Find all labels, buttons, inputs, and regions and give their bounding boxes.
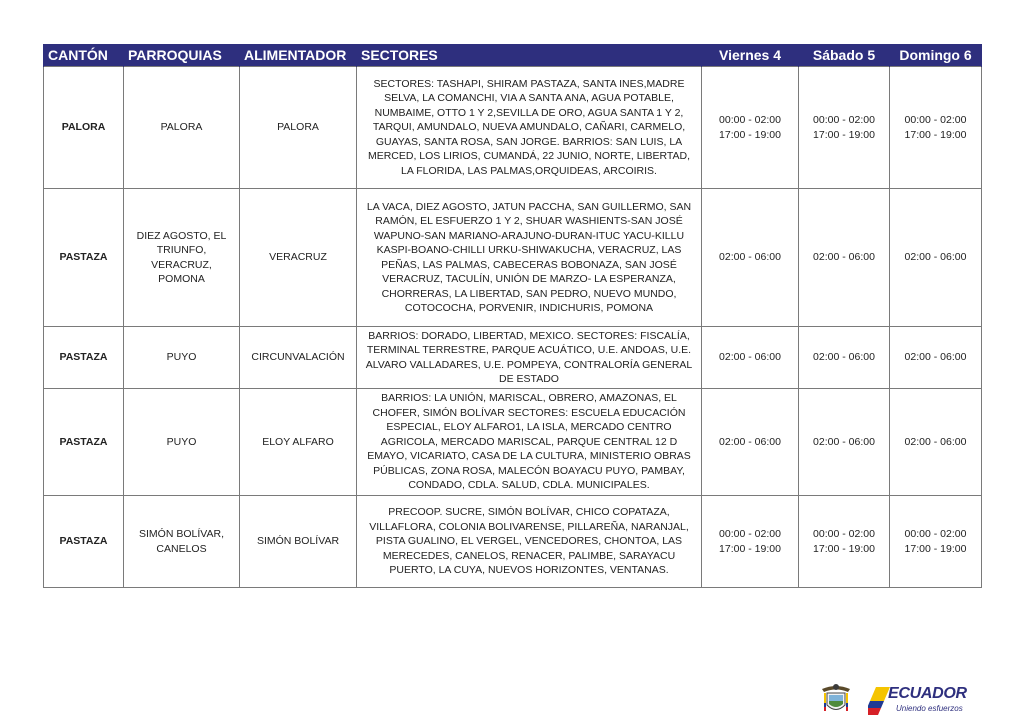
time-cell-day-2 xyxy=(799,189,890,327)
header-day-2: Sábado 5 xyxy=(799,44,890,67)
table-row xyxy=(44,389,982,496)
time-cell-day-2 xyxy=(799,327,890,389)
alimentador-cell: VERACRUZ xyxy=(240,189,357,327)
alimentador-cell: CIRCUNVALACIÓN xyxy=(240,327,357,389)
time-cell-day-1 xyxy=(702,496,799,588)
time-slot: 02:00 - 06:00 xyxy=(904,435,967,448)
parroquias-cell: PALORA xyxy=(124,67,240,189)
canton-cell: PASTAZA xyxy=(44,327,124,389)
time-cell-day-1 xyxy=(702,67,799,189)
sectores-cell: BARRIOS: DORADO, LIBERTAD, MEXICO. SECTORES: FISCALÍA, TERMINAL TERRESTRE, PARQUE ACUÁTICO, U.E. ANDOAS, U.E. ALVARO VALLADARES, U.E. POMPEYA, CONTRALORÍA GENERAL DE ESTADO xyxy=(357,327,702,389)
time-slot: 17:00 - 19:00 xyxy=(719,128,781,141)
time-slot: 17:00 - 19:00 xyxy=(904,128,967,141)
time-slot: 17:00 - 19:00 xyxy=(719,542,781,555)
parroquias-cell: PUYO xyxy=(124,327,240,389)
time-cell-day-3 xyxy=(890,389,982,496)
time-slot: 00:00 - 02:00 xyxy=(904,528,967,540)
header-alimentador: ALIMENTADOR xyxy=(240,44,357,67)
time-slot: 02:00 - 06:00 xyxy=(813,251,875,264)
alimentador-cell: SIMÓN BOLÍVAR xyxy=(240,496,357,588)
sectores-cell: LA VACA, DIEZ AGOSTO, JATUN PACCHA, SAN GUILLERMO, SAN RAMÓN, EL ESFUERZO 1 Y 2, SHUAR WASHIENTS-SAN JOSÉ WAPUNO-SAN MARIANO-ARAJUNO-DURAN-ITUC YACU-KILLU KASPI-BOANO-CHILLI URKU-SHIWAKUCHA, VERACRUZ, LAS PEÑAS, LAS PALMAS, CABECERAS BOBONAZA, SAN JOSÉ VERACRUZ, TACULÍN, UNIÓN DE MARZO- LA ESPERANZA, CHORRERAS, LA LIBERTAD, SAN PEDRO, NUEVO MUNDO, COTOCOCHA, PORVENIR, INDICHURIS, POMONA xyxy=(357,189,702,327)
table-row xyxy=(44,189,982,327)
time-slot: 02:00 - 06:00 xyxy=(719,351,781,364)
header-row xyxy=(44,44,982,67)
parroquias-cell: SIMÓN BOLÍVAR, CANELOS xyxy=(124,496,240,588)
time-cell-day-3 xyxy=(890,327,982,389)
canton-cell: PASTAZA xyxy=(44,189,124,327)
time-slot: 00:00 - 02:00 xyxy=(719,114,781,126)
time-cell-day-3 xyxy=(890,496,982,588)
time-cell-day-1 xyxy=(702,327,799,389)
header-day-1: Viernes 4 xyxy=(702,44,799,67)
time-slot: 00:00 - 02:00 xyxy=(813,528,875,540)
sectores-cell: BARRIOS: LA UNIÓN, MARISCAL, OBRERO, AMAZONAS, EL CHOFER, SIMÓN BOLÍVAR SECTORES: ESCUELA EDUCACIÓN ESPECIAL, ELOY ALFARO1, LA ISLA, MERCADO CENTRO AGRICOLA, MERCADO MARISCAL, PARQUE CENTRAL 12 D EMAYO, VICARIATO, CASA DE LA CULTURA, MINISTERIO OBRAS PÚBLICAS, ZONA ROSA, MALECÓN BOAYACU PUYO, PAMBAY, CONDADO, CDLA. SALUD, CDLA. MUNICIPALES. xyxy=(357,389,702,496)
header-day-3: Domingo 6 xyxy=(890,44,982,67)
canton-cell: PASTAZA xyxy=(44,496,124,588)
time-slot: 02:00 - 06:00 xyxy=(719,435,781,448)
time-slot: 17:00 - 19:00 xyxy=(904,542,967,555)
header-sectores: SECTORES xyxy=(357,44,702,67)
time-slot: 02:00 - 06:00 xyxy=(904,351,967,364)
logo-wordmark: ECUADOR xyxy=(888,685,967,702)
alimentador-cell: ELOY ALFARO xyxy=(240,389,357,496)
time-cell-day-2 xyxy=(799,496,890,588)
parroquias-cell: DIEZ AGOSTO, EL TRIUNFO, VERACRUZ, POMONA xyxy=(124,189,240,327)
time-cell-day-1 xyxy=(702,189,799,327)
table-row xyxy=(44,496,982,588)
time-slot: 17:00 - 19:00 xyxy=(813,128,875,141)
time-slot: 02:00 - 06:00 xyxy=(904,251,967,264)
time-slot: 17:00 - 19:00 xyxy=(813,542,875,555)
sectores-cell: SECTORES: TASHAPI, SHIRAM PASTAZA, SANTA INES,MADRE SELVA, LA COMANCHI, VIA A SANTA ANA, AGUA POTABLE, NUMBAIME, OTTO 1 Y 2,SEVILLA DE ORO, AGUA SANTA 1 Y 2, TARQUI, AMUNDALO, NUEVA AMUNDALO, CAÑARI, CARMELO, GUAYAS, SANTA ROSA, SAN JORGE. BARRIOS: SAN LUIS, LA MERCED, LOS LIRIOS, CUMANDÁ, 22 JUNIO, NORTE, LIBERTAD, LA FLORIDA, LAS PALMAS,ORQUIDEAS, ARCOIRIS. xyxy=(357,67,702,189)
logo-tagline: Uniendo esfuerzos xyxy=(896,704,963,713)
alimentador-cell: PALORA xyxy=(240,67,357,189)
canton-cell: PALORA xyxy=(44,67,124,189)
time-cell-day-2 xyxy=(799,389,890,496)
table-row xyxy=(44,327,982,389)
schedule-table xyxy=(43,44,982,588)
sectores-cell: PRECOOP. SUCRE, SIMÓN BOLÍVAR, CHICO COPATAZA, VILLAFLORA, COLONIA BOLIVARENSE, PILLAREÑA, NARANJAL, PISTA GUALINO, EL VERGEL, VENCEDORES, CHONTOA, LAS MERECEDES, CANELOS, RENACER, PALIMBE, SARAYACU PUERTO, LA CUYA, NUEVOS HORIZONTES, VENTANAS. xyxy=(357,496,702,588)
time-slot: 00:00 - 02:00 xyxy=(813,114,875,126)
canton-cell: PASTAZA xyxy=(44,389,124,496)
time-cell-day-3 xyxy=(890,189,982,327)
time-slot: 02:00 - 06:00 xyxy=(719,251,781,264)
time-cell-day-2 xyxy=(799,67,890,189)
ecuador-logo xyxy=(868,685,984,717)
time-slot: 00:00 - 02:00 xyxy=(904,114,967,126)
table-row xyxy=(44,67,982,189)
header-canton: CANTÓN xyxy=(44,44,124,67)
header-parroquias: PARROQUIAS xyxy=(124,44,240,67)
parroquias-cell: PUYO xyxy=(124,389,240,496)
time-cell-day-3 xyxy=(890,67,982,189)
time-slot: 02:00 - 06:00 xyxy=(813,435,875,448)
time-slot: 02:00 - 06:00 xyxy=(813,351,875,364)
time-cell-day-1 xyxy=(702,389,799,496)
coat-of-arms-icon xyxy=(818,681,854,717)
time-slot: 00:00 - 02:00 xyxy=(719,528,781,540)
flag-stripes-icon xyxy=(868,687,890,715)
